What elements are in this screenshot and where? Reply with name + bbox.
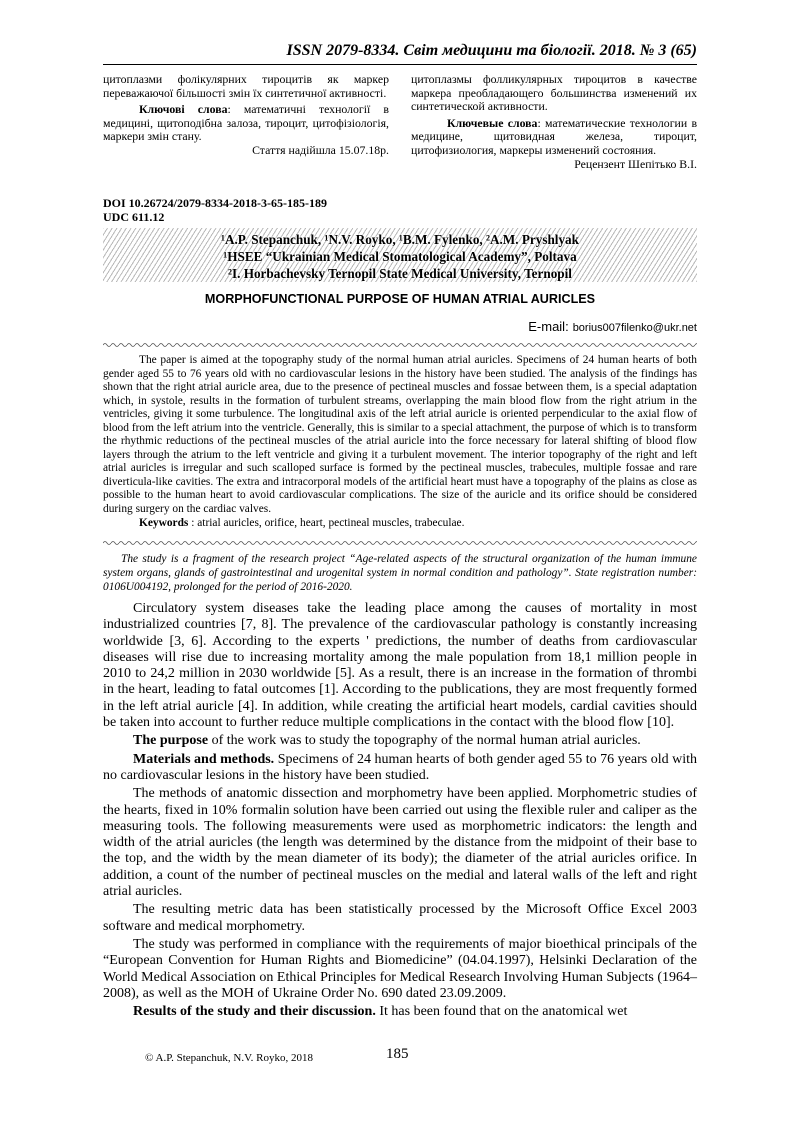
results-text: It has been found that on the anatomical wet	[375, 1004, 628, 1020]
ru-keywords-label: Ключевые слова	[447, 115, 538, 130]
uk-keywords	[103, 103, 389, 144]
results-paragraph	[103, 1004, 697, 1020]
udc: UDC 611.12	[103, 210, 165, 224]
uk-keywords-label: Ключові слова	[139, 102, 228, 117]
affiliation-1: ¹HSEE “Ukrainian Medical Stomatological Academy”, Poltava	[223, 249, 577, 264]
abstract-keywords	[103, 517, 697, 531]
results-label: Results of the study and their discussion.	[133, 1004, 376, 1020]
wave-divider-bottom	[103, 540, 697, 546]
email-line	[528, 319, 697, 334]
morphometry-paragraph: The methods of anatomic dissection and morphometry have been applied. Morphometric studies of the hearts, fixed in 10% formalin solution have been carried out using the flexible ruler and caliper as the measuring tools. The following measurements were used as morphometric indicators: the length and width of the atrial auricles (the length was determined by the distance from the midpoint of their base to the top, and the width by the mean diameter of its body); the diameter of the atrial auricles orifice. In addition, a count of the number of pectineal muscles on the medial and lateral walls of the left and right atrial auricles.	[103, 786, 697, 900]
paper-title: MORPHOFUNCTIONAL PURPOSE OF HUMAN ATRIAL AURICLES	[204, 292, 596, 306]
keywords-text: : atrial auricles, orifice, heart, pectineal muscles, trabeculae.	[188, 517, 465, 529]
purpose-label: The purpose	[133, 733, 209, 749]
copyright: © A.P. Stepanchuk, N.V. Royko, 2018	[145, 1052, 313, 1064]
methods-label: Materials and methods.	[133, 751, 275, 767]
previous-article-summary	[103, 73, 697, 171]
ethics-paragraph: The study was performed in compliance with the requirements of major bioethical principals of the “European Convention for Human Rights and Biomedicine” (04.04.1997), Helsinki Declaration of the World Medical Association on Ethical Principles for Medical Research Involving Human Subjects (1964–2008), as well as the MOH of Ukraine Order No. 690 dated 23.09.2009.	[103, 936, 697, 1001]
purpose-text: of the work was to study the topography of the normal human atrial auricles.	[208, 733, 641, 749]
running-head: ISSN 2079-8334. Світ медицини та біології. 2018. № 3 (65)	[286, 42, 697, 59]
purpose-paragraph	[103, 733, 697, 749]
ukrainian-column	[103, 73, 389, 171]
abstract-text: The paper is aimed at the topography study of the normal human atrial auricles. Specimens of 24 human hearts of both gender aged 55 to 76 years old with no cardiovascular lesions in the history have been studied. The analysis of the findings has shown that the right atrial auricle area, due to the presence of pectineal muscles and fossae between them, is a special adaptation which, in systole, results in the formation of turbulent streams, overlapping the main blood flow from the right atrium in the ventricles, giving it some turbulence. The longitudinal axis of the left atrial auricle is oriented perpendicular to the axial flow of blood from the left atrium into the ventricle. Generally, this is similar to a special attachment, the purpose of which is to transform the rhythmic reductions of the pectineal muscles of the atrial auricle into the force necessary for lateral shifting of blood flow layers through the atrium to the left ventricle and giving it a turbulent movement. The interior topography of the right and left atrial auricles is irregular and such scalloped surface is formed by the pectineal muscles, trabecules, multiple fossae and rare diverticula-like cavities. The extra and intracorporal models of the artificial heart must have a topography of the plains as close as possible to the human heart to avoid cardiovascular complications. The size of the auricle and its orifice should be considered during surgery on the cardiac valves.	[103, 354, 697, 515]
affiliation-2: ²I. Horbachevsky Ternopil State Medical University, Ternopil	[228, 266, 572, 281]
ru-reviewer: Рецензент Шепітько В.І.	[574, 156, 697, 171]
authors: ¹A.P. Stepanchuk, ¹N.V. Royko, ¹B.M. Fylenko, ²A.M. Pryshlyak	[220, 232, 579, 247]
intro-paragraph: Circulatory system diseases take the leading place among the causes of mortality in most industrialized countries [7, 8]. The prevalence of the cardiovascular pathology is constantly increasing worldwide [3, 6]. According to the experts ' predictions, the number of deaths from cardiovascular diseases will rise due to increasing mortality among the male population from 18,1 million people in 2010 to 24,2 million in 2030 worldwide [5]. As a result, there is an increase in the formation of thrombi in the heart, leading to fatal outcomes [1]. According to the publications, they are most frequently formed in the left atrial auricle [4]. In addition, while creating the artificial heart models, cardial cavities should be taken into account to further reduce multiple complications in the contact with the blood flow [10].	[103, 601, 697, 731]
methods-text: Specimens of 24 human hearts of both gender aged 55 to 76 years old with no cardiovascular lesions in the history have been studied.	[103, 751, 697, 783]
page-number: 185	[386, 1046, 409, 1062]
uk-keywords-text: : математичні технології в медицині, щитоподібна залоза, тироцит, цитофізіологія, маркери змін стану.	[103, 102, 389, 144]
methods-paragraph	[103, 752, 697, 785]
uk-received-date: Стаття надійшла 15.07.18р.	[252, 142, 389, 157]
statistics-paragraph: The resulting metric data has been statistically processed by the Microsoft Office Excel 2003 software and medical morphometry.	[103, 902, 697, 934]
funding-note	[103, 553, 697, 594]
email-label: E-mail:	[528, 319, 569, 334]
ru-keywords	[411, 117, 697, 158]
email-address[interactable]: borius007filenko@ukr.net	[572, 322, 697, 334]
funding-text: The study is a fragment of the research project “Age-related aspects of the structural organization of the human immune system organs, glands of gastrointestinal and urogenital system in normal condition and pathology”. State registration number: 0106U004192, prolonged for the period of 2016-2020.	[103, 553, 697, 593]
ru-keywords-text: : математические технологии в медицине, щитовидная железа, тироцит, цитофизиология, маркеры изменений состояния.	[411, 115, 698, 157]
authors-banner	[103, 228, 697, 282]
wave-divider-top	[103, 342, 697, 348]
main-body	[103, 601, 697, 1020]
doi-block	[103, 196, 327, 224]
header-rule	[103, 64, 697, 65]
keywords-label: Keywords	[139, 517, 189, 529]
abstract	[103, 354, 697, 531]
doi: DOI 10.26724/2079-8334-2018-3-65-185-189	[103, 196, 327, 210]
russian-column	[411, 73, 697, 171]
ru-paragraph: цитоплазмы фолликулярных тироцитов в качестве маркера преобладающего большинства изменений их синтетической активности.	[411, 72, 697, 114]
uk-paragraph: цитоплазми фолікулярних тироцитів як маркер переважаючої більшості змін їх синтетичної активності.	[103, 72, 389, 100]
